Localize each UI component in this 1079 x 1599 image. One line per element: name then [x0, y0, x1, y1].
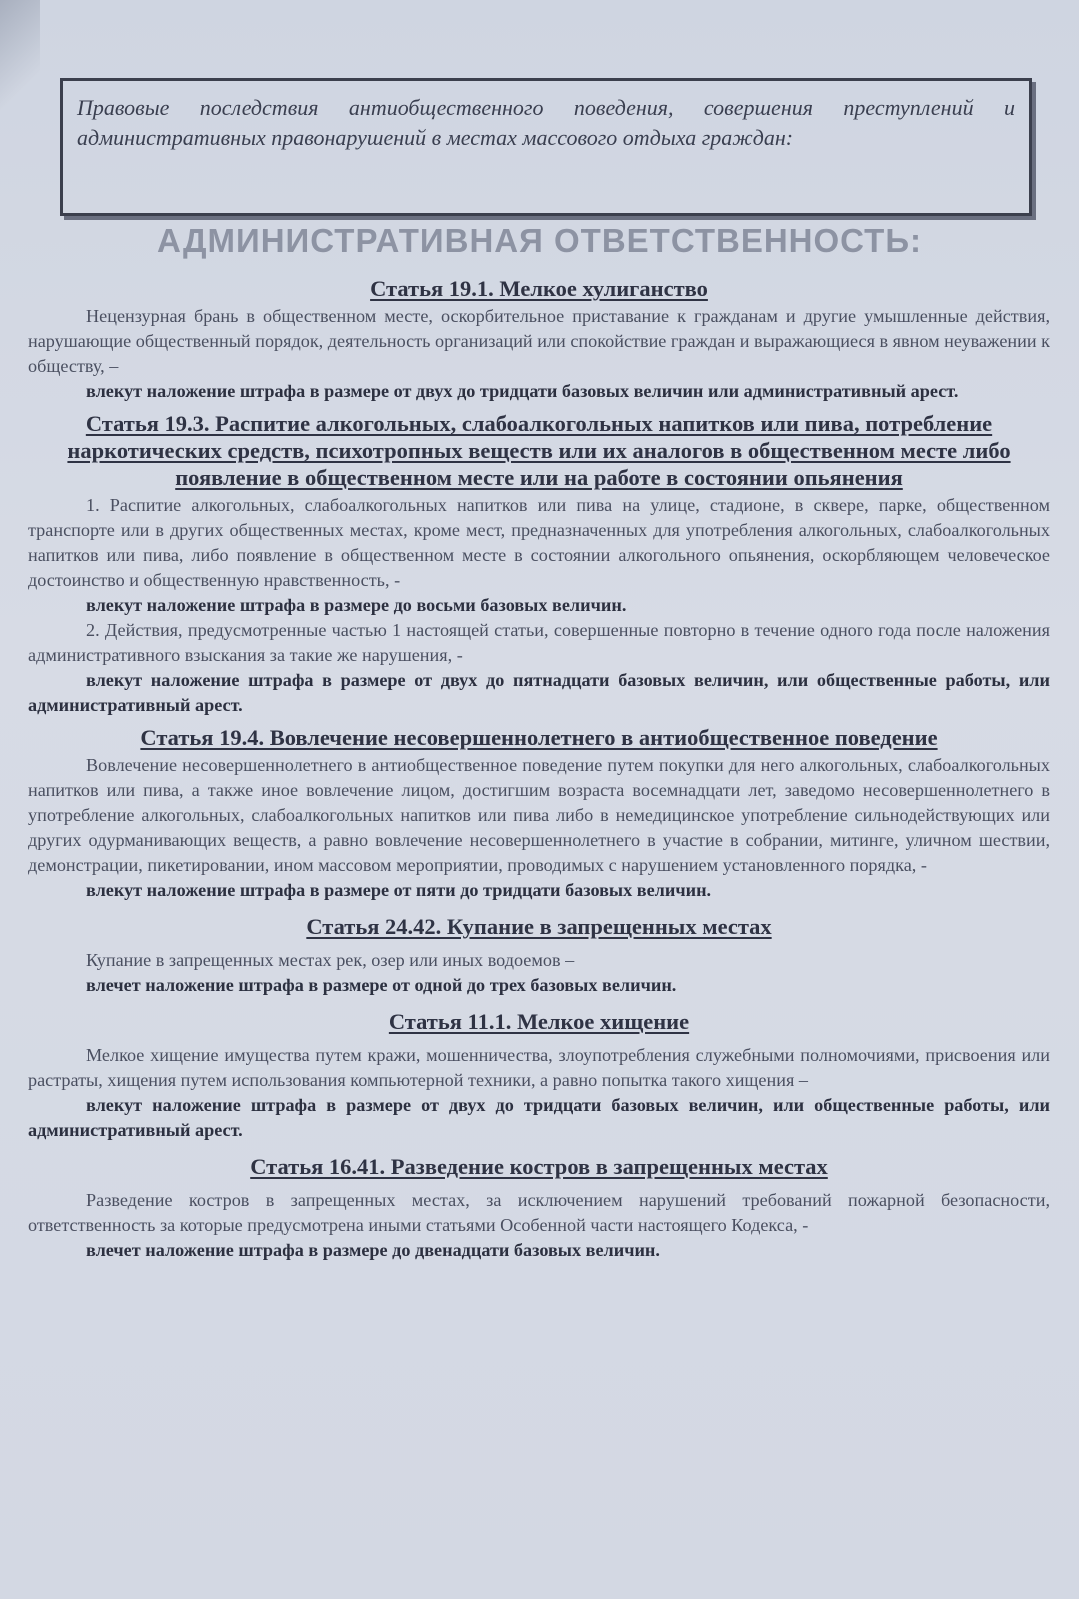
- article-penalty: влечет наложение штрафа в размере до двенадцати базовых величин.: [86, 1240, 660, 1260]
- page-corner-shadow: [0, 0, 40, 120]
- article-penalty: влекут наложение штрафа в размере от пяти до тридцати базовых величин.: [86, 880, 712, 900]
- article-11-1: [28, 1008, 1050, 1143]
- article-body: 1. Распитие алкогольных, слабоалкогольных напитков или пива на улице, стадионе, в сквере, парке, общественном транспорте или в других общественных местах, кроме мест, предназначенных для употребления алкогольных, слабоалкогольных напитков или пива, либо появление в общественном месте в состоянии алкогольного опьянения, оскорбляющем человеческое достоинство и общественную нравственность, -: [28, 495, 1050, 590]
- article-penalty: влечет наложение штрафа в размере от одной до трех базовых величин.: [86, 975, 677, 995]
- article-body: Разведение костров в запрещенных местах, за исключением нарушений требований пожарной безопасности, ответственность за которые предусмотрена иными статьями Особенной части настоящего Кодекса, -: [28, 1190, 1050, 1235]
- article-penalty-part-2: влекут наложение штрафа в размере от двух до пятнадцати базовых величин, или общественные работы, или административный арест.: [28, 670, 1050, 715]
- article-24-42: [28, 913, 1050, 998]
- article-title: Статья 19.1. Мелкое хулиганство: [370, 276, 708, 301]
- article-19-4: [28, 724, 1050, 903]
- header-text: Правовые последствия антиобщественного поведения, совершения преступлений и административных правонарушений в местах массового отдыха граждан:: [77, 95, 1015, 150]
- header-box: [60, 78, 1032, 216]
- article-penalty: влекут наложение штрафа в размере до восьми базовых величин.: [86, 595, 627, 615]
- article-body: Купание в запрещенных местах рек, озер или иных водоемов –: [86, 950, 575, 970]
- article-body: Мелкое хищение имущества путем кражи, мошенничества, злоупотребления служебными полномочиями, присвоения или растраты, хищения путем использования компьютерной техники, а равно попытка такого хищения –: [28, 1045, 1050, 1090]
- article-penalty: влекут наложение штрафа в размере от двух до тридцати базовых величин или административный арест.: [86, 381, 959, 401]
- article-title: Статья 19.3. Распитие алкогольных, слабоалкогольных напитков или пива, потребление наркотических средств, психотропных веществ или их аналогов в общественном месте либо появление в общественном месте или на работе в состоянии опьянения: [67, 411, 1011, 490]
- article-penalty: влекут наложение штрафа в размере от двух до тридцати базовых величин, или общественные работы, или административный арест.: [28, 1095, 1050, 1140]
- article-body: Нецензурная брань в общественном месте, оскорбительное приставание к гражданам и другие умышленные действия, нарушающие общественный порядок, деятельность организаций или спокойствие граждан и выражающиеся в явном неуважении к обществу, –: [28, 306, 1050, 376]
- article-body-part-2: 2. Действия, предусмотренные частью 1 настоящей статьи, совершенные повторно в течение одного года после наложения административного взыскания за такие же нарушения, -: [28, 620, 1050, 665]
- articles-container: [28, 275, 1050, 1263]
- main-title: АДМИНИСТРАТИВНАЯ ОТВЕТСТВЕННОСТЬ:: [156, 222, 923, 259]
- article-body: Вовлечение несовершеннолетнего в антиобщественное поведение путем покупки для него алкогольных, слабоалкогольных напитков или пива, а также иное вовлечение лицом, достигшим возраста восемнадцати лет, заведомо несовершеннолетнего в употребление алкогольных, слабоалкогольных напитков или пива либо в немедицинское употребление сильнодействующих или других одурманивающих веществ, а равно вовлечение несовершеннолетнего в участие в собрании, митинге, уличном шествии, демонстрации, пикетировании, ином массовом мероприятии, проводимых с нарушением установленного порядка, -: [28, 755, 1050, 875]
- article-title: Статья 19.4. Вовлечение несовершеннолетнего в антиобщественное поведение: [140, 725, 938, 750]
- article-19-1: [28, 275, 1050, 404]
- article-16-41: [28, 1153, 1050, 1263]
- article-title: Статья 24.42. Купание в запрещенных местах: [306, 914, 772, 939]
- article-title: Статья 16.41. Разведение костров в запрещенных местах: [250, 1154, 828, 1179]
- article-19-3: [28, 410, 1050, 718]
- article-title: Статья 11.1. Мелкое хищение: [388, 1009, 690, 1034]
